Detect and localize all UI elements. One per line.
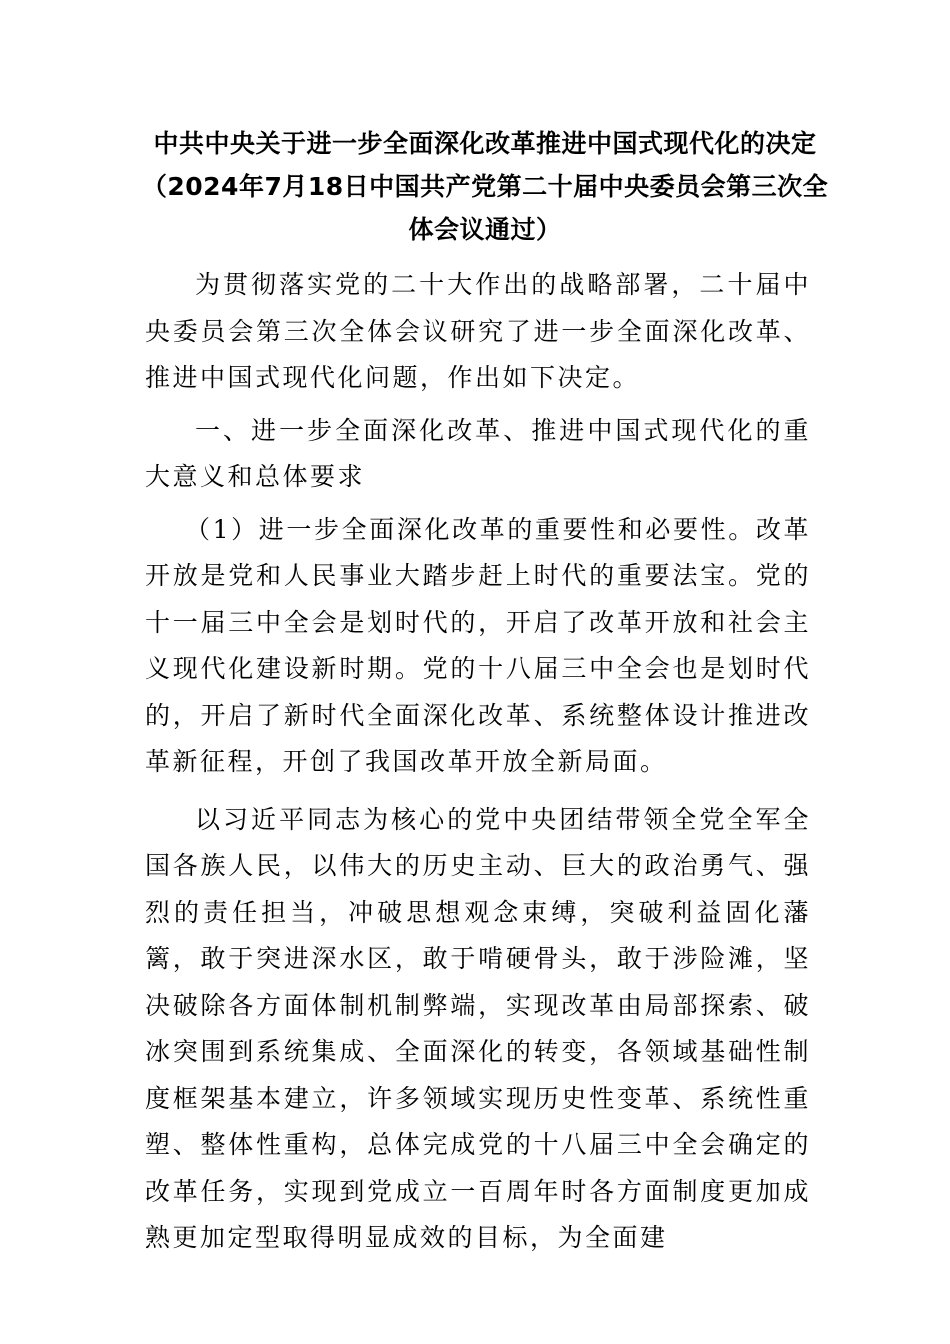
section-heading-1: 一、进一步全面深化改革、推进中国式现代化的重大意义和总体要求 — [145, 415, 811, 491]
title-line-1: 中共中央关于进一步全面深化改革推进中国式现代化的决定 — [153, 129, 817, 158]
paragraph-item-1: （1）进一步全面深化改革的重要性和必要性。改革开放是党和人民事业大踏步赶上时代的重要法宝。党的十一届三中全会是划时代的，开启了改革开放和社会主义现代化建设新时期。党的十八届三中全会也是划时代的，开启了新时代全面深化改革、系统整体设计推进改革新征程，开创了我国改革开放全新局面。 — [145, 514, 811, 776]
document-title — [140, 122, 830, 251]
paragraph-intro: 为贯彻落实党的二十大作出的战略部署，二十届中央委员会第三次全体会议研究了进一步全面深化改革、推进中国式现代化问题，作出如下决定。 — [145, 270, 811, 392]
paragraph-body: 以习近平同志为核心的党中央团结带领全党全军全国各族人民，以伟大的历史主动、巨大的政治勇气、强烈的责任担当，冲破思想观念束缚，突破利益固化藩篱，敢于突进深水区，敢于啃硬骨头，敢于涉险滩，坚决破除各方面体制机制弊端，实现改革由局部探索、破冰突围到系统集成、全面深化的转变，各领域基础性制度框架基本建立，许多领域实现历史性变革、系统性重塑、整体性重构，总体完成党的十八届三中全会确定的改革任务，实现到党成立一百周年时各方面制度更加成熟更加定型取得明显成效的目标，为全面建 — [145, 804, 811, 1252]
title-line-2: （2024年7月18日中国共产党第二十届中央委员会第三次全体会议通过） — [141, 172, 829, 244]
document-body — [145, 262, 811, 1262]
